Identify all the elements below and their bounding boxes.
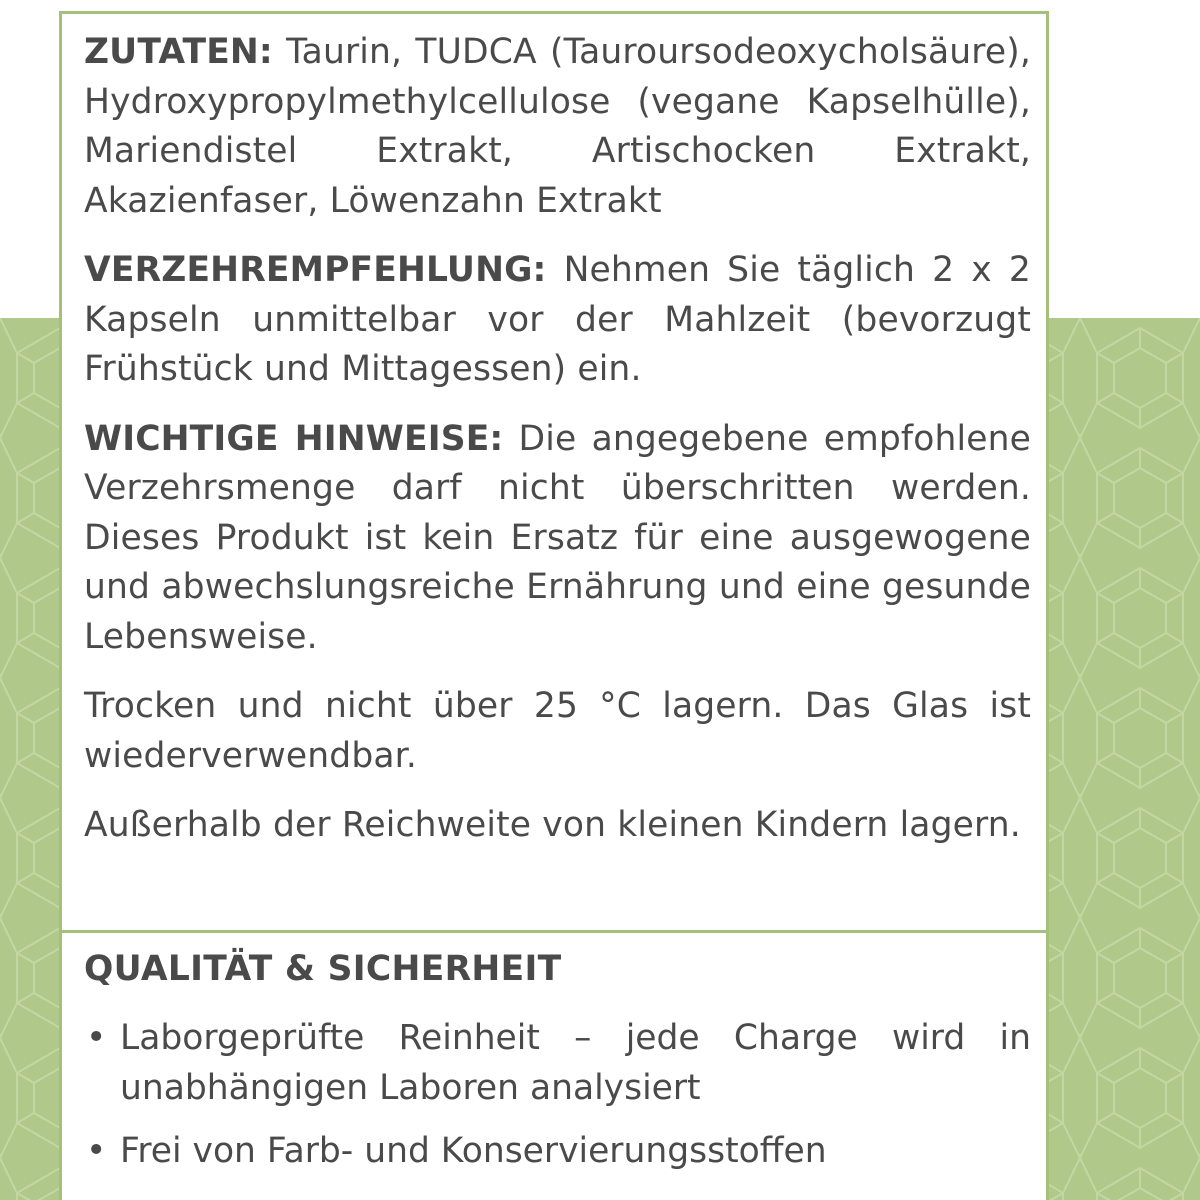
notes-text: Die angegebene empfohlene Verzehrsmenge darf nicht überschritten werden. Dieses Produkt ist kein Ersatz für eine ausgewogene und abwechslungsreiche Ernährung und eine gesunde Lebensweise. <box>84 418 1031 657</box>
quality-item <box>84 1014 1031 1113</box>
dosage-paragraph <box>84 246 1031 395</box>
quality-item <box>84 1127 1031 1177</box>
dosage-text: Nehmen Sie täglich 2 x 2 Kapseln unmittelbar vor der Mahlzeit (bevorzugt Frühstück und Mittagessen) ein. <box>84 250 1031 389</box>
section-divider <box>62 930 1046 933</box>
ingredients-heading: ZUTATEN: <box>84 32 273 72</box>
ingredients-text: Taurin, TUDCA (Tauroursodeoxycholsäure), Hydroxypropylmethylcellulose (vegane Kapselhülle), Mariendistel Extrakt, Artischocken Extrakt, Akazienfaser, Löwenzahn Extrakt <box>84 32 1031 221</box>
bullet-icon: • <box>86 1131 107 1171</box>
label-content <box>84 28 1031 871</box>
ingredients-paragraph <box>84 28 1031 226</box>
children-warning-paragraph: Außerhalb der Reichweite von kleinen Kindern lagern. <box>84 805 1021 845</box>
dosage-heading: VERZEHREMPFEHLUNG: <box>84 250 547 290</box>
storage-paragraph: Trocken und nicht über 25 °C lagern. Das Glas ist wiederverwendbar. <box>84 686 1031 776</box>
label-panel <box>59 11 1049 1200</box>
bullet-icon: • <box>86 1018 107 1058</box>
notes-paragraph <box>84 415 1031 663</box>
quality-title: QUALITÄT & SICHERHEIT <box>84 949 562 989</box>
quality-item-text: Frei von Farb- und Konservierungsstoffen <box>120 1131 827 1171</box>
notes-heading: WICHTIGE HINWEISE: <box>84 418 504 459</box>
quality-section <box>84 944 1031 1191</box>
quality-item-text: Laborgeprüfte Reinheit – jede Charge wird in unabhängigen Laboren analysiert <box>120 1018 1031 1108</box>
